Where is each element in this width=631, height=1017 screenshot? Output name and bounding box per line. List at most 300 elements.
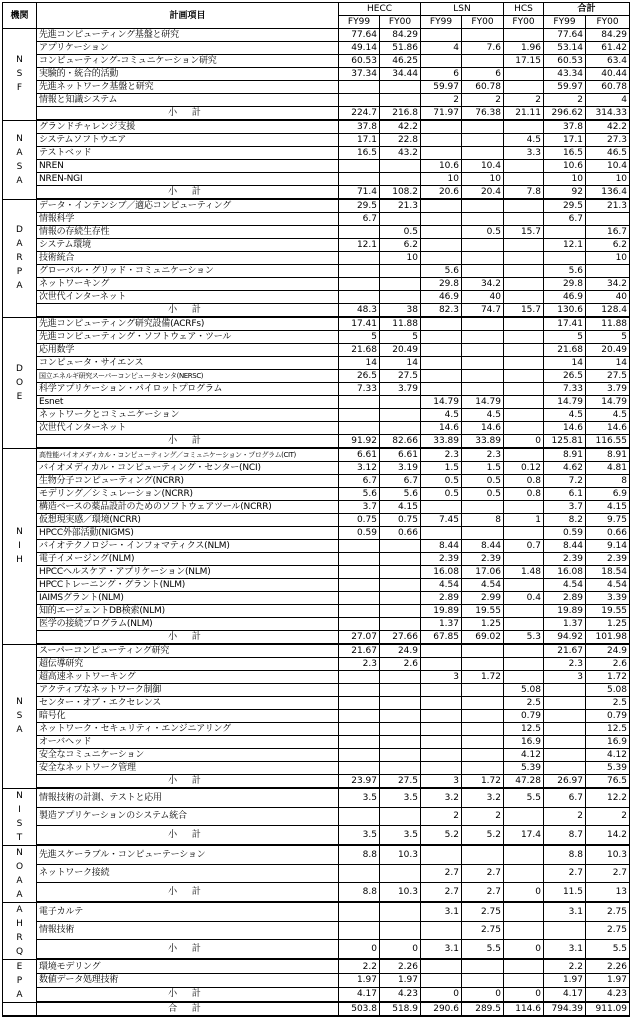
budget-value — [380, 697, 421, 710]
budget-value — [339, 762, 380, 775]
budget-value — [462, 239, 504, 252]
budget-value — [504, 959, 544, 974]
budget-value: 2.3 — [421, 448, 462, 462]
subtotal-value: 14.2 — [586, 826, 630, 845]
budget-value — [462, 527, 504, 540]
budget-value: 1.25 — [462, 618, 504, 631]
budget-value — [339, 697, 380, 710]
budget-value: 14 — [586, 357, 630, 370]
program-item: NREN — [37, 160, 339, 173]
subtotal-value: 13 — [586, 883, 630, 902]
budget-value: 27.5 — [586, 370, 630, 383]
budget-value — [380, 160, 421, 173]
budget-value: 3.7 — [339, 501, 380, 514]
budget-value — [339, 671, 380, 684]
budget-value — [339, 618, 380, 631]
budget-value — [339, 864, 380, 883]
budget-value — [380, 710, 421, 723]
budget-value: 40 — [462, 291, 504, 304]
agency-letter: S — [16, 161, 23, 172]
budget-value — [339, 579, 380, 592]
table-row — [3, 921, 630, 940]
table-row — [3, 383, 630, 396]
budget-value: 43.34 — [544, 68, 586, 81]
budget-value — [504, 265, 544, 278]
program-item: 実験的・統合的活動 — [37, 68, 339, 81]
year-header: FY99 — [421, 16, 462, 29]
budget-value — [504, 239, 544, 252]
budget-value: 63.4 — [586, 55, 630, 68]
subtotal-value: 4.23 — [380, 987, 421, 1002]
budget-value: 17.1 — [339, 134, 380, 147]
budget-value: 27.3 — [586, 134, 630, 147]
budget-value: 4.15 — [380, 501, 421, 514]
budget-value: 37.8 — [339, 120, 380, 134]
budget-value: 4.54 — [462, 579, 504, 592]
budget-value — [462, 55, 504, 68]
budget-value: 7.2 — [544, 475, 586, 488]
subtotal-value: 116.55 — [586, 435, 630, 449]
budget-value: 2.26 — [586, 959, 630, 974]
budget-value — [504, 357, 544, 370]
subtotal-value: 0 — [504, 987, 544, 1002]
budget-value: 5.6 — [421, 265, 462, 278]
budget-value — [504, 618, 544, 631]
subtotal-value: 71.4 — [339, 186, 380, 200]
table-row — [3, 579, 630, 592]
year-header: FY00 — [380, 16, 421, 29]
budget-value — [339, 252, 380, 265]
table-row — [3, 173, 630, 186]
program-item: 電子カルテ — [37, 902, 339, 921]
budget-value: 0.79 — [504, 710, 544, 723]
year-header: FY00 — [504, 16, 544, 29]
budget-value: 3.12 — [339, 462, 380, 475]
program-item: ネットワーク・セキュリティ・エンジニアリング — [37, 723, 339, 736]
table-row — [3, 55, 630, 68]
budget-value — [380, 265, 421, 278]
budget-value: 17.41 — [339, 317, 380, 331]
table-row — [3, 845, 630, 864]
budget-value — [462, 370, 504, 383]
subtotal-value: 2.7 — [462, 883, 504, 902]
budget-value: 21.68 — [339, 344, 380, 357]
budget-value: 16.7 — [586, 226, 630, 239]
agency-letter: D — [16, 363, 23, 374]
budget-value: 0.5 — [462, 488, 504, 501]
agency-letter: A — [16, 281, 23, 291]
budget-value — [504, 422, 544, 435]
agency-name — [3, 788, 37, 845]
budget-value — [504, 807, 544, 826]
budget-value — [462, 147, 504, 160]
agency-letter: N — [16, 55, 23, 66]
budget-value — [544, 226, 586, 239]
budget-value: 0.5 — [462, 226, 504, 239]
budget-value — [380, 736, 421, 749]
program-item: アクティブなネットワーク制御 — [37, 684, 339, 697]
table-row — [3, 540, 630, 553]
budget-value — [421, 501, 462, 514]
budget-value: 0.75 — [339, 514, 380, 527]
budget-value — [504, 553, 544, 566]
subtotal-value: 17.4 — [504, 826, 544, 845]
table-row — [3, 160, 630, 173]
budget-value — [380, 173, 421, 186]
table-row — [3, 147, 630, 160]
budget-value: 8 — [586, 475, 630, 488]
budget-value — [504, 344, 544, 357]
budget-value — [462, 29, 504, 42]
budget-value — [421, 658, 462, 671]
table-row — [3, 120, 630, 134]
budget-value — [421, 252, 462, 265]
budget-value: 19.55 — [462, 605, 504, 618]
budget-value — [462, 974, 504, 988]
program-item: 超高速ネットワーキング — [37, 671, 339, 684]
budget-value — [421, 370, 462, 383]
budget-value — [504, 370, 544, 383]
budget-value — [380, 553, 421, 566]
budget-value: 3.2 — [421, 788, 462, 807]
agency-name — [3, 902, 37, 959]
subtotal-row — [3, 107, 630, 121]
budget-value: 8.44 — [462, 540, 504, 553]
budget-value — [380, 291, 421, 304]
budget-value — [462, 697, 504, 710]
budget-value: 10.3 — [586, 845, 630, 864]
program-item: Esnet — [37, 396, 339, 409]
budget-value — [504, 501, 544, 514]
budget-value: 9.14 — [586, 540, 630, 553]
budget-value: 10.6 — [544, 160, 586, 173]
budget-value — [504, 317, 544, 331]
budget-value: 2 — [586, 807, 630, 826]
subtotal-value: 101.98 — [586, 631, 630, 645]
subtotal-value: 48.3 — [339, 304, 380, 318]
budget-value: 8.8 — [544, 845, 586, 864]
budget-value: 19.89 — [421, 605, 462, 618]
budget-value — [504, 974, 544, 988]
budget-value: 4.81 — [586, 462, 630, 475]
budget-value: 10 — [462, 173, 504, 186]
subtotal-label: 小 計 — [37, 883, 339, 902]
budget-value: 59.97 — [421, 81, 462, 94]
agency-letter: S — [16, 711, 23, 721]
budget-value: 26.5 — [544, 370, 586, 383]
subtotal-row — [3, 775, 630, 789]
budget-value: 5.6 — [339, 488, 380, 501]
grand-total-value: 289.5 — [462, 1002, 504, 1016]
budget-value — [380, 618, 421, 631]
budget-value — [504, 173, 544, 186]
budget-value: 84.29 — [380, 29, 421, 42]
budget-value: 11.88 — [586, 317, 630, 331]
budget-value: 46.5 — [586, 147, 630, 160]
budget-value: 6.61 — [380, 448, 421, 462]
budget-value — [504, 199, 544, 213]
budget-value: 4.5 — [462, 409, 504, 422]
budget-value — [339, 160, 380, 173]
budget-value — [462, 762, 504, 775]
program-item: 製造アプリケーションのシステム統合 — [37, 807, 339, 826]
budget-value — [339, 94, 380, 107]
program-item: 数値データ処理技術 — [37, 974, 339, 988]
budget-value — [504, 864, 544, 883]
agency-letter: S — [16, 69, 23, 80]
budget-value — [421, 723, 462, 736]
agency-name — [3, 845, 37, 902]
budget-value — [504, 902, 544, 921]
table-row — [3, 710, 630, 723]
subtotal-row — [3, 435, 630, 449]
budget-value — [339, 553, 380, 566]
budget-value — [421, 697, 462, 710]
subtotal-row — [3, 186, 630, 200]
budget-value: 46.9 — [544, 291, 586, 304]
program-item: 情報技術の計測、テストと応用 — [37, 788, 339, 807]
budget-value — [380, 723, 421, 736]
budget-value — [339, 226, 380, 239]
program-item: 国立エネルギ研究スーパーコンピュータセンタ(NERSC) — [37, 370, 339, 383]
subtotal-value: 3.5 — [339, 826, 380, 845]
subtotal-value: 0 — [504, 940, 544, 959]
budget-value: 0.5 — [421, 488, 462, 501]
grand-total-label: 合 計 — [37, 1002, 339, 1016]
budget-value: 6.1 — [544, 488, 586, 501]
budget-value: 2.39 — [421, 553, 462, 566]
budget-value — [462, 357, 504, 370]
budget-value: 22.8 — [380, 134, 421, 147]
agency-letter: A — [16, 147, 23, 158]
budget-value: 2.75 — [586, 902, 630, 921]
table-row — [3, 553, 630, 566]
budget-value: 2.75 — [586, 921, 630, 940]
agency-letter: A — [16, 889, 23, 900]
budget-value: 4.54 — [544, 579, 586, 592]
budget-value: 12.5 — [586, 723, 630, 736]
subtotal-value: 33.89 — [462, 435, 504, 449]
budget-value: 10.4 — [586, 160, 630, 173]
program-item: グランドチャレンジ支援 — [37, 120, 339, 134]
subtotal-row — [3, 987, 630, 1002]
program-item: 高性能バイオメディカル・コンピューティング／コミュニケーション・プログラム(CIT) — [37, 448, 339, 462]
program-item: 環境モデリング — [37, 959, 339, 974]
group-header-total: 合計 — [544, 3, 630, 16]
budget-value — [462, 736, 504, 749]
table-row — [3, 199, 630, 213]
budget-value — [504, 409, 544, 422]
table-row — [3, 592, 630, 605]
budget-value: 14.79 — [421, 396, 462, 409]
subtotal-value: 108.2 — [380, 186, 421, 200]
budget-value — [504, 383, 544, 396]
budget-value: 3.1 — [421, 902, 462, 921]
budget-value: 2.6 — [586, 658, 630, 671]
program-item: 暗号化 — [37, 710, 339, 723]
budget-value — [421, 213, 462, 226]
table-row — [3, 618, 630, 631]
program-item: 先進コンピューティング基盤と研究 — [37, 29, 339, 42]
table-body — [3, 29, 630, 1017]
subtotal-value: 0 — [504, 435, 544, 449]
grand-total-value: 503.8 — [339, 1002, 380, 1016]
budget-value: 2 — [544, 807, 586, 826]
grand-total-value: 114.6 — [504, 1002, 544, 1016]
budget-value — [339, 710, 380, 723]
table-row — [3, 396, 630, 409]
subtotal-value: 94.92 — [544, 631, 586, 645]
subtotal-label: 小 計 — [37, 631, 339, 645]
budget-value — [504, 252, 544, 265]
agency-letter: Q — [15, 946, 24, 957]
budget-value: 26.5 — [339, 370, 380, 383]
table-row — [3, 605, 630, 618]
budget-value — [462, 723, 504, 736]
program-item: 生物分子コンピューティング(NCRR) — [37, 475, 339, 488]
budget-value: 7.45 — [421, 514, 462, 527]
budget-value — [504, 448, 544, 462]
budget-value — [504, 160, 544, 173]
subtotal-value: 69.02 — [462, 631, 504, 645]
budget-value — [421, 344, 462, 357]
budget-value — [339, 566, 380, 579]
budget-value — [421, 55, 462, 68]
budget-value: 0.12 — [504, 462, 544, 475]
program-item: オーバヘッド — [37, 736, 339, 749]
program-item: 次世代インターネット — [37, 422, 339, 435]
budget-value: 9.75 — [586, 514, 630, 527]
program-item: 構造ベースの薬品設計のためのソフトウェアツール(NCRR) — [37, 501, 339, 514]
table-row — [3, 29, 630, 42]
budget-value — [421, 134, 462, 147]
budget-value — [380, 94, 421, 107]
budget-value — [544, 252, 586, 265]
budget-value: 2 — [421, 94, 462, 107]
budget-value — [339, 723, 380, 736]
subtotal-label: 小 計 — [37, 775, 339, 789]
budget-value: 2.26 — [380, 959, 421, 974]
budget-value — [421, 226, 462, 239]
table-row — [3, 42, 630, 55]
budget-value: 6 — [462, 68, 504, 81]
program-item: 仮想現実感／環境(NCRR) — [37, 514, 339, 527]
budget-value: 1.37 — [544, 618, 586, 631]
budget-value: 5.39 — [504, 762, 544, 775]
subtotal-label: 小 計 — [37, 987, 339, 1002]
program-item: HPCCトレーニング・グラント(NLM) — [37, 579, 339, 592]
agency-name — [3, 959, 37, 1002]
budget-value — [462, 684, 504, 697]
budget-value: 7.33 — [544, 383, 586, 396]
budget-value — [462, 710, 504, 723]
table-row — [3, 488, 630, 501]
subtotal-value: 216.8 — [380, 107, 421, 121]
budget-value — [380, 749, 421, 762]
subtotal-label: 小 計 — [37, 435, 339, 449]
budget-value: 12.5 — [504, 723, 544, 736]
budget-value: 3.19 — [380, 462, 421, 475]
budget-value — [462, 252, 504, 265]
program-item: 情報科学 — [37, 213, 339, 226]
budget-value — [421, 736, 462, 749]
budget-value — [504, 671, 544, 684]
agency-letter: N — [16, 527, 23, 537]
budget-value: 20.49 — [380, 344, 421, 357]
agency-letter: N — [16, 790, 23, 801]
budget-value — [504, 921, 544, 940]
budget-value — [380, 684, 421, 697]
budget-value: 5 — [544, 331, 586, 344]
program-item: テストベッド — [37, 147, 339, 160]
table-row — [3, 331, 630, 344]
program-item: バイオテクノロジー・インフォマティクス(NLM) — [37, 540, 339, 553]
budget-value: 14 — [339, 357, 380, 370]
budget-value — [380, 864, 421, 883]
budget-value: 46.9 — [421, 291, 462, 304]
subtotal-value: 5.2 — [462, 826, 504, 845]
budget-value — [462, 959, 504, 974]
budget-value: 6.61 — [339, 448, 380, 462]
budget-value: 8.44 — [544, 540, 586, 553]
budget-value: 2.75 — [462, 921, 504, 940]
budget-value — [421, 120, 462, 134]
budget-value — [339, 291, 380, 304]
budget-value: 16.08 — [421, 566, 462, 579]
budget-value: 17.06 — [462, 566, 504, 579]
subtotal-value: 27.5 — [380, 775, 421, 789]
budget-value: 19.89 — [544, 605, 586, 618]
budget-value: 0.7 — [504, 540, 544, 553]
budget-value — [544, 762, 586, 775]
budget-value — [544, 736, 586, 749]
subtotal-label: 小 計 — [37, 940, 339, 959]
budget-value — [544, 684, 586, 697]
subtotal-value: 5.2 — [421, 826, 462, 845]
budget-value: 40 — [586, 291, 630, 304]
subtotal-value: 38 — [380, 304, 421, 318]
budget-value — [339, 592, 380, 605]
program-item: ネットワークとコミュニケーション — [37, 409, 339, 422]
budget-value — [504, 29, 544, 42]
budget-value — [544, 723, 586, 736]
program-item: センター・オブ・エクセレンス — [37, 697, 339, 710]
budget-value: 10.6 — [421, 160, 462, 173]
budget-value — [421, 147, 462, 160]
agency-letter: H — [16, 918, 23, 929]
program-item: モデリング／シミュレーション(NCRR) — [37, 488, 339, 501]
budget-value — [586, 213, 630, 226]
budget-value — [462, 658, 504, 671]
program-item: 知的エージェントDB検索(NLM) — [37, 605, 339, 618]
budget-value — [421, 762, 462, 775]
table-row — [3, 723, 630, 736]
budget-value — [380, 921, 421, 940]
budget-value: 3.3 — [504, 147, 544, 160]
budget-value — [504, 331, 544, 344]
subtotal-value: 4.17 — [544, 987, 586, 1002]
budget-value — [504, 213, 544, 226]
budget-value — [462, 331, 504, 344]
budget-value: 5.6 — [544, 265, 586, 278]
budget-value: 1.5 — [421, 462, 462, 475]
subtotal-value: 92 — [544, 186, 586, 200]
budget-value: 16.5 — [339, 147, 380, 160]
budget-value: 3.1 — [544, 902, 586, 921]
subtotal-value: 3.1 — [421, 940, 462, 959]
budget-value: 2.75 — [462, 902, 504, 921]
budget-value: 42.2 — [380, 120, 421, 134]
